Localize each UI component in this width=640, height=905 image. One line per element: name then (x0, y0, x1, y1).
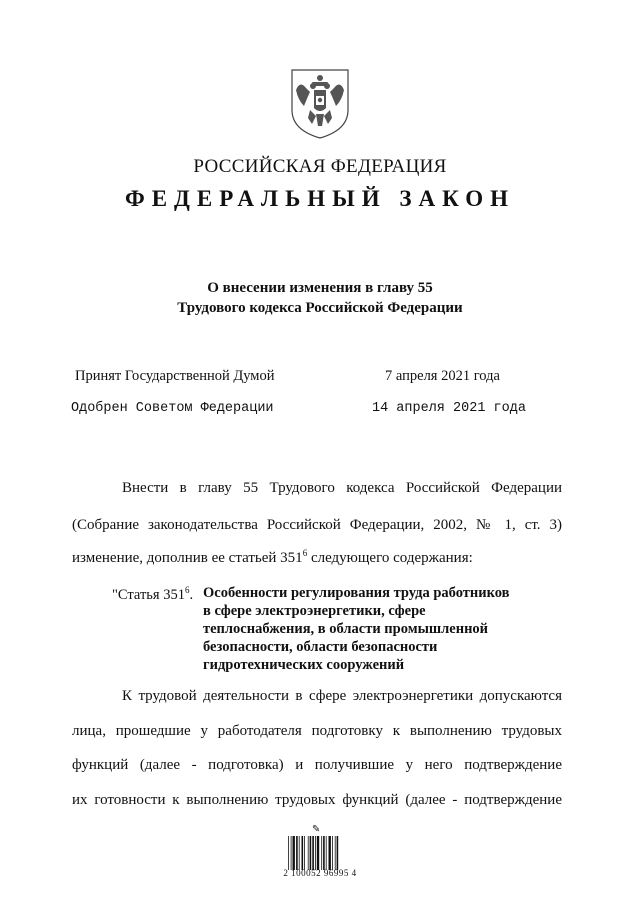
barcode-bar (312, 836, 314, 870)
article-title-line-3: теплоснабжения, в области промышленной (203, 621, 489, 637)
barcode-bar (337, 836, 339, 870)
council-date: 14 апреля 2021 года (372, 401, 526, 416)
barcode-bar (304, 836, 305, 870)
barcode-bar (329, 836, 331, 870)
article-label-pre: "Статья 351 (112, 586, 185, 603)
barcode-bar (332, 836, 333, 870)
p1-line3-pre: изменение, дополнив ее статьей 351 (72, 550, 303, 566)
article-title-line-5: гидротехнических сооружений (203, 657, 405, 673)
council-label: Одобрен Советом Федерации (71, 401, 274, 416)
article-title-line-1: Особенности регулирования труда работников (203, 585, 510, 601)
p1-line3-post: следующего содержания: (307, 550, 473, 566)
law-title-line-1: О внесении изменения в главу 55 (207, 280, 433, 296)
document-type: ФЕДЕРАЛЬНЫЙ ЗАКОН (124, 186, 516, 211)
barcode-bar (293, 836, 295, 870)
paragraph-2-line-1: К трудовой деятельности в сфере электроэнергетики допускаются (122, 688, 562, 704)
barcode-mark: ✎ (312, 824, 321, 835)
article-title-line-2: в сфере электроэнергетики, сфере (203, 603, 426, 619)
article-label (112, 585, 193, 604)
barcode-bar (296, 836, 298, 870)
barcode-bar (291, 836, 292, 870)
barcode-bar (335, 836, 336, 870)
barcode-bar (288, 836, 289, 870)
barcode-bar (310, 836, 312, 870)
barcode-bar (321, 836, 322, 870)
paragraph-2-line-2: лица, прошедшие у работодателя подготовку к выполнению трудовых (72, 723, 562, 739)
paragraph-1-line-3 (72, 548, 562, 567)
barcode-icon (287, 836, 355, 870)
barcode-bar (302, 836, 304, 870)
barcode-bar (326, 836, 327, 870)
duma-date: 7 апреля 2021 года (385, 368, 500, 384)
article-title (203, 584, 563, 674)
paragraph-2-line-4: их готовности к выполнению трудовых функций (далее - подтверждение (72, 792, 562, 808)
p1-line3-sup: 6 (302, 548, 308, 558)
paragraph-2-line-3: функций (далее - подготовка) и получившие у него подтверждение (72, 757, 562, 773)
barcode-bar (315, 836, 316, 870)
duma-label: Принят Государственной Думой (75, 368, 275, 384)
article-label-sup: 6 (184, 585, 190, 595)
country-name: РОССИЙСКАЯ ФЕДЕРАЦИЯ (193, 156, 447, 177)
law-title (0, 278, 640, 318)
law-title-line-2: Трудового кодекса Российской Федерации (177, 300, 463, 316)
paragraph-1-line-2: (Собрание законодательства Российской Федерации, 2002, № 1, ст. 3) (72, 517, 562, 533)
barcode-bar (299, 836, 300, 870)
barcode-bar (308, 836, 309, 870)
barcode-bar (317, 836, 319, 870)
barcode-number: 2 100052 96995 4 (283, 868, 357, 878)
paragraph-1-line-1: Внести в главу 55 Трудового кодекса Российской Федерации (122, 480, 562, 496)
article-title-line-4: безопасности, области безопасности (203, 639, 438, 655)
article-label-post: . (189, 586, 194, 603)
russian-coat-of-arms-icon (288, 66, 352, 140)
barcode-bar (323, 836, 325, 870)
